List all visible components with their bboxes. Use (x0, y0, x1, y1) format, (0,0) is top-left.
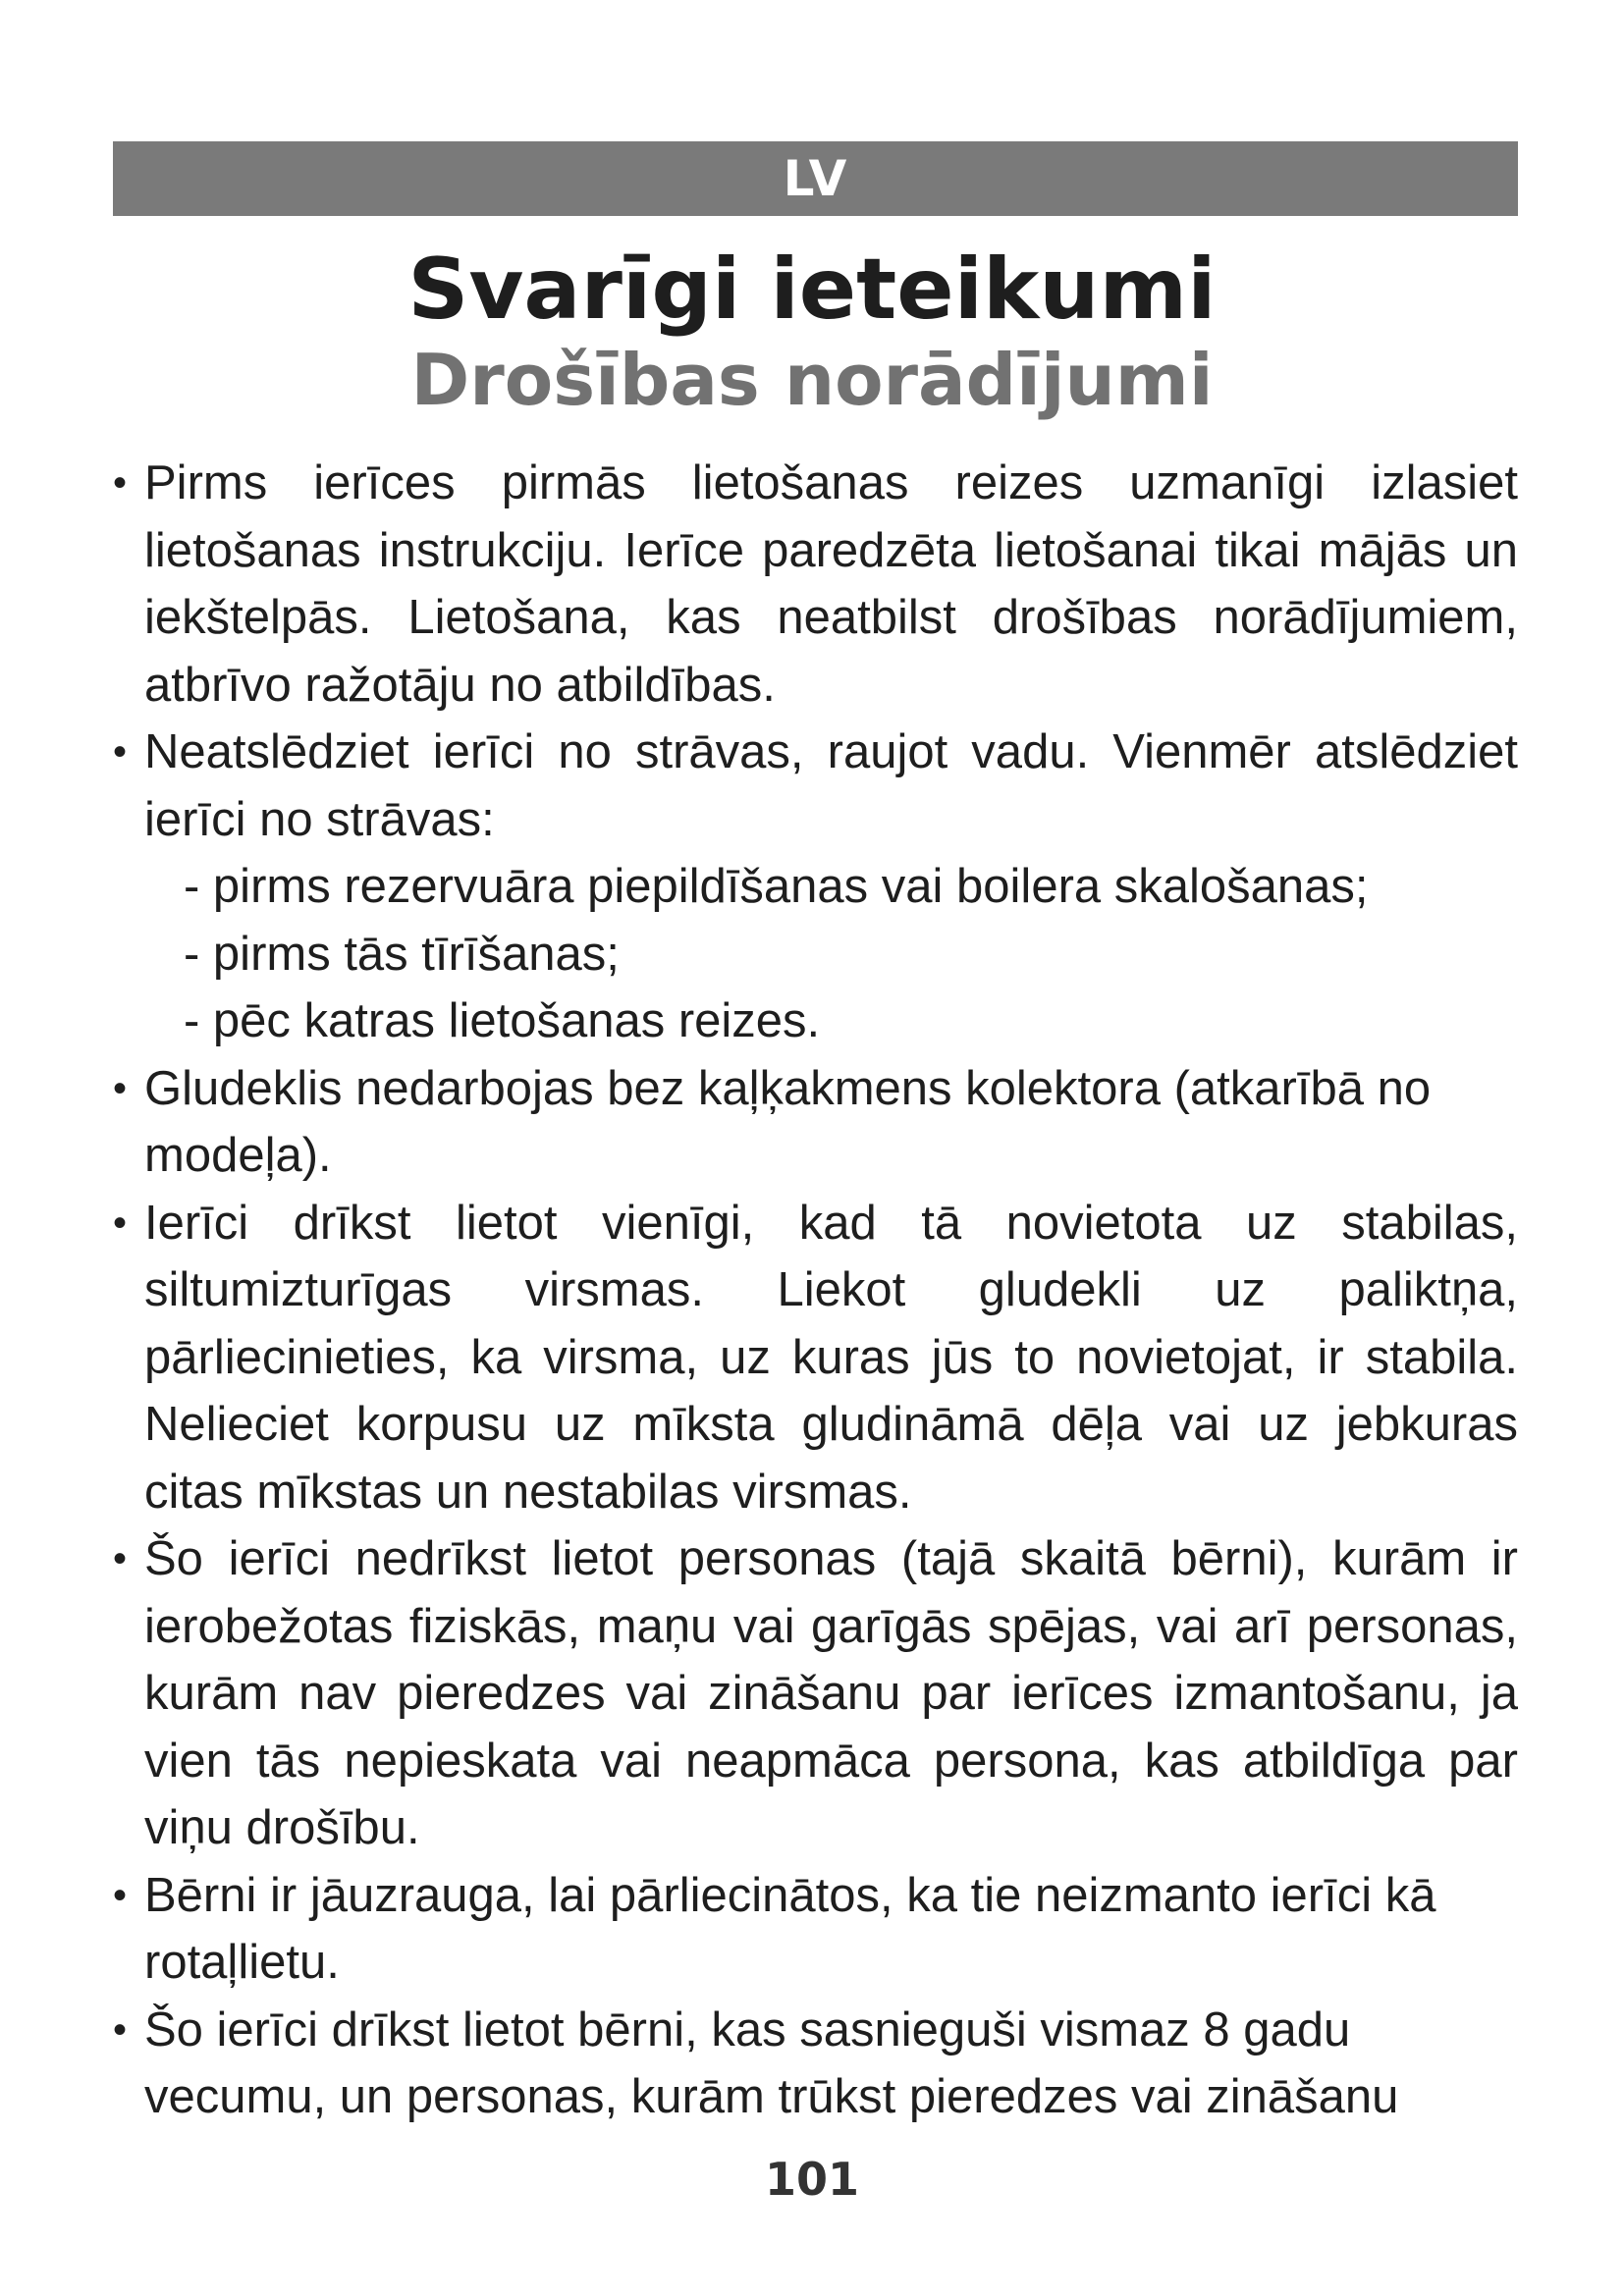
list-item-text: Šo ierīci drīkst lietot bērni, kas sasnieguši vismaz 8 gadu vecumu, un personas, kurām trūkst pieredzes vai zināšanu (144, 2002, 1399, 2123)
bullet: • (113, 730, 128, 774)
list-item-text: Ierīci drīkst lietot vienīgi, kad tā novietota uz stabilas, siltumizturīgas virsmas. Liekot gludekli uz paliktņa, pārliecinieties, ka virsma, uz kuras jūs to novietojat, ir stabila. Nelieciet korpusu uz mīksta gludināmā dēļa vai uz jebkuras citas mīkstas un nestabilas virsmas. (144, 1196, 1518, 1519)
list-item-text: Neatslēdziet ierīci no strāvas, raujot vadu. Vienmēr atslēdziet ierīci no strāvas: (144, 725, 1518, 846)
sub-list-item: - pirms rezervuāra piepildīšanas vai boilera skalošanas; (184, 860, 1369, 913)
list-item-text: Šo ierīci nedrīkst lietot personas (tajā skaitā bērni), kurām ir ierobežotas fiziskās, maņu vai garīgās spējas, vai arī personas, kurām nav pieredzes vai zināšanu par ierīces izmantošanu, ja vien tās nepieskata vai neapmāca persona, kas atbildīga par viņu drošību. (144, 1532, 1518, 1854)
bullet: • (113, 461, 128, 505)
list-item (113, 1190, 1518, 1526)
list-item-text: Gludeklis nedarbojas bez kaļķakmens kolektora (atkarībā no modeļa). (144, 1061, 1432, 1182)
list-item (113, 1997, 1518, 2131)
list-item-text: Pirms ierīces pirmās lietošanas reizes uzmanīgi izlasiet lietošanas instrukciju. Ierīce paredzēta lietošanai tikai mājās un iekštelpās. Lietošana, kas neatbilst drošības norādījumiem, atbrīvo ražotāju no atbildības. (144, 456, 1518, 712)
bullet: • (113, 1537, 128, 1580)
list-item (113, 719, 1518, 1055)
sub-list-item: - pēc katras lietošanas reizes. (184, 994, 821, 1047)
bullet: • (113, 1873, 128, 1917)
bullet: • (113, 2007, 128, 2052)
list-item-text: Bērni ir jāuzrauga, lai pārliecinātos, ka tie neizmanto ierīci kā rotaļlietu. (144, 1868, 1436, 1989)
list-item (113, 450, 1518, 719)
list-item (113, 1862, 1518, 1997)
list-item (113, 1055, 1518, 1190)
bullet: • (113, 1066, 128, 1110)
safety-instructions-list (113, 450, 1518, 2131)
language-code: LV (783, 150, 848, 207)
language-bar (113, 141, 1518, 216)
sub-list-item: - pirms tās tīrīšanas; (184, 927, 620, 981)
page-number: 101 (764, 2153, 860, 2206)
page-title: Svarīgi ieteikumi (407, 240, 1217, 339)
page-subtitle: Drošības norādījumi (410, 339, 1214, 421)
list-item (113, 1525, 1518, 1862)
bullet: • (113, 1201, 128, 1245)
